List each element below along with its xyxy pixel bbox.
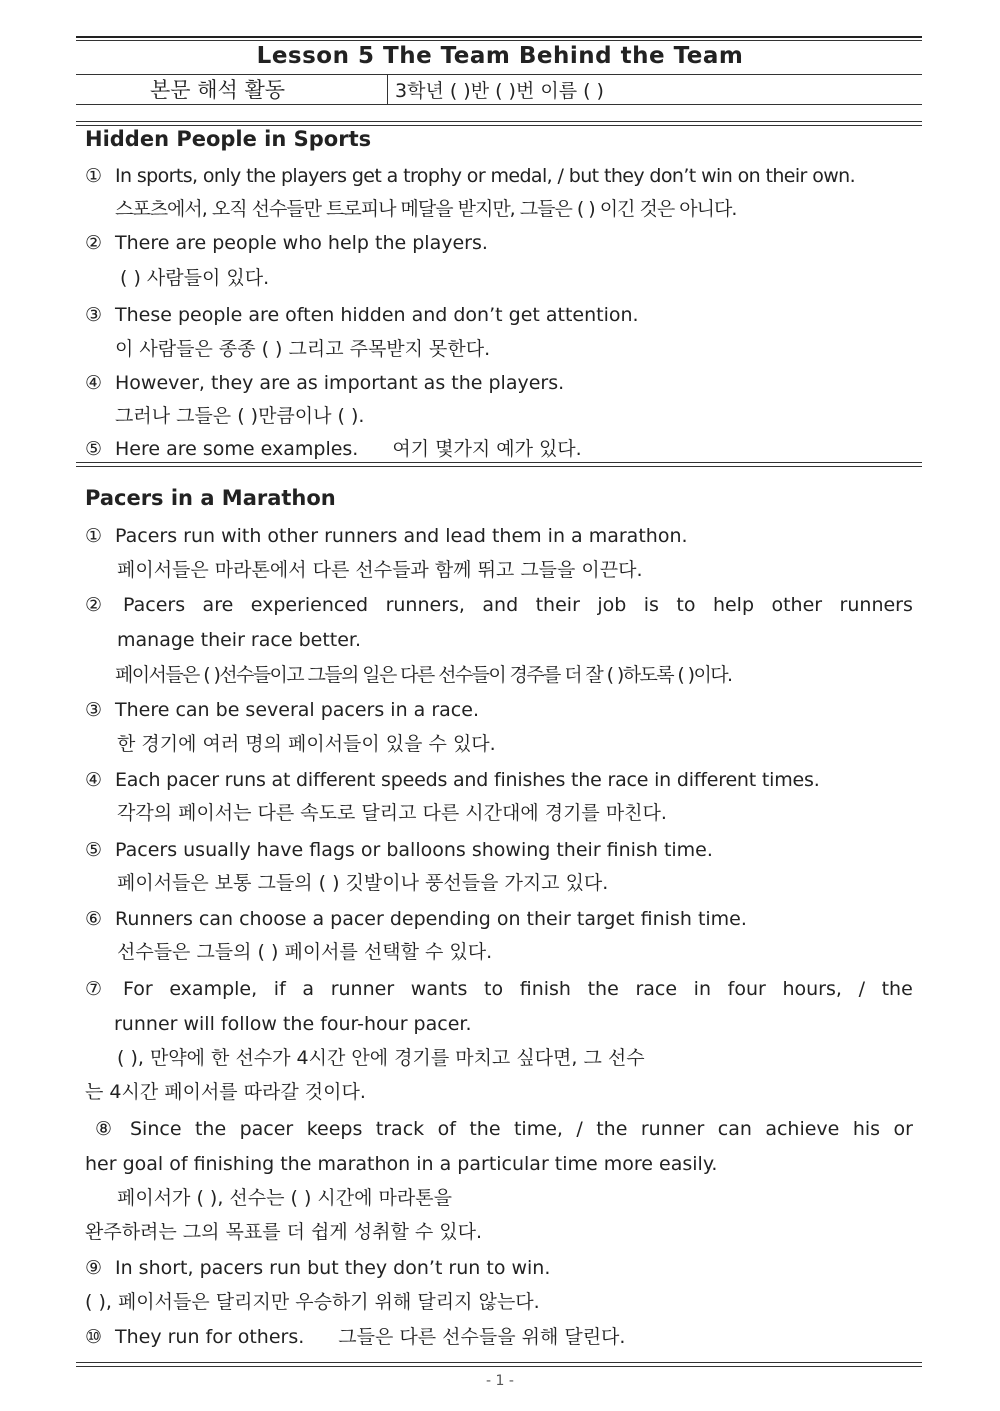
p8-english-word: pacer: [239, 1118, 294, 1140]
p7-english-word: if: [273, 978, 286, 1000]
p2-english-word: are: [202, 594, 234, 616]
s2-sentence: [85, 231, 488, 255]
s2-korean: ( ) 사람들이 있다.: [120, 267, 270, 289]
p2-english-word: their: [535, 594, 580, 616]
section-heading-pacers: Pacers in a Marathon: [85, 486, 336, 510]
p8-english-word: the: [194, 1118, 227, 1140]
p5-sentence: [85, 838, 713, 862]
p7-english-word: hours,: [782, 978, 842, 1000]
p3-number: ③: [85, 699, 103, 721]
s4-korean: 그러나 그들은 ( )만큼이나 ( ).: [115, 405, 365, 427]
section2-top-border-inner: [76, 466, 922, 467]
p8-english-word: time,: [513, 1118, 563, 1140]
p9-english: In short, pacers run but they don’t run to win.: [115, 1257, 551, 1279]
p1-korean: 페이서들은 마라톤에서 다른 선수들과 함께 뛰고 그들을 이끈다.: [117, 559, 643, 581]
p6-sentence: [85, 907, 747, 931]
p2-english-line1: [123, 593, 913, 617]
s3-sentence: [85, 303, 639, 327]
p3-english: There can be several pacers in a race.: [115, 699, 479, 721]
p1-sentence: [85, 524, 688, 548]
p2-number: ②: [85, 594, 103, 616]
p2-english-line2: manage their race better.: [117, 629, 362, 651]
p8-english-word: of: [437, 1118, 456, 1140]
p2-english-word: other: [771, 594, 823, 616]
p2-english-word: job: [597, 594, 627, 616]
p7-english-word: example,: [169, 978, 258, 1000]
s1-english: In sports, only the players get a trophy or medal, / but they don’t win on their own.: [115, 165, 856, 187]
p4-sentence: [85, 768, 820, 792]
p1-number: ①: [85, 525, 103, 547]
p8-english-word: /: [576, 1118, 583, 1140]
s3-english: These people are often hidden and don’t get attention.: [115, 304, 639, 326]
p8-english-word: Since: [130, 1118, 182, 1140]
p4-english: Each pacer runs at different speeds and finishes the race in different times.: [115, 769, 820, 791]
p10-korean: 그들은 다른 선수들을 위해 달린다.: [338, 1326, 626, 1348]
s2-number: ②: [85, 232, 103, 254]
p7-english-word: wants: [410, 978, 468, 1000]
s5-number: ⑤: [85, 438, 103, 460]
p2-english-word: and: [482, 594, 519, 616]
p8-english-word: track: [375, 1118, 425, 1140]
p7-english-line1: [123, 977, 913, 1001]
student-info: 3학년 ( )반 ( )번 이름 ( ): [395, 80, 604, 102]
section-heading-hidden-people: Hidden People in Sports: [85, 127, 372, 151]
p2-english-word: to: [676, 594, 696, 616]
footer-border-inner: [76, 1366, 922, 1367]
p3-korean: 한 경기에 여러 명의 페이서들이 있을 수 있다.: [117, 733, 496, 755]
p4-korean: 각각의 페이서는 다른 속도로 달리고 다른 시간대에 경기를 마친다.: [117, 802, 667, 824]
p7-number-wrap: [85, 977, 102, 1001]
p8-english-line2: her goal of finishing the marathon in a particular time more easily.: [85, 1153, 718, 1175]
p8-english-word: his: [852, 1118, 881, 1140]
p7-english-word: /: [858, 978, 865, 1000]
p9-sentence: [85, 1256, 550, 1280]
p7-english-word: to: [484, 978, 504, 1000]
p8-number-wrap: [95, 1117, 112, 1141]
s4-number: ④: [85, 372, 103, 394]
s3-number: ③: [85, 304, 103, 326]
p6-english: Runners can choose a pacer depending on their target finish time.: [115, 908, 747, 930]
p5-english: Pacers usually have flags or balloons showing their finish time.: [115, 839, 713, 861]
p7-english-word: four: [727, 978, 766, 1000]
p7-korean-line2: 는 4시간 페이서를 따라갈 것이다.: [85, 1081, 366, 1103]
p8-korean-line1: 페이서가 ( ), 선수는 ( ) 시간에 마라톤을: [117, 1187, 452, 1209]
p7-english-line2: runner will follow the four-hour pacer.: [114, 1013, 472, 1035]
p10-english: They run for others.: [115, 1326, 305, 1348]
section2-top-border: [76, 462, 922, 463]
p7-number: ⑦: [85, 978, 103, 1000]
p2-english-word: help: [712, 594, 755, 616]
p7-english-word: For: [123, 978, 153, 1000]
header-bottom-border: [76, 104, 922, 105]
p2-english-word: experienced: [250, 594, 369, 616]
p8-korean-line2: 완주하려는 그의 목표를 더 쉽게 성취할 수 있다.: [85, 1221, 483, 1243]
header-top-border-inner: [76, 40, 922, 41]
p7-korean-line1: ( ), 만약에 한 선수가 4시간 안에 경기를 마치고 싶다면, 그 선수: [117, 1047, 645, 1069]
header-column-divider: [387, 74, 388, 104]
footer-border: [76, 1362, 922, 1363]
p8-english-word: the: [469, 1118, 501, 1140]
section1-top-border: [76, 121, 922, 122]
p10-number: ⑩: [85, 1326, 103, 1348]
p7-english-word: the: [881, 978, 913, 1000]
p8-english-word: runner: [640, 1118, 705, 1140]
p2-english-word: runners: [839, 594, 913, 616]
lesson-title: Lesson 5 The Team Behind the Team: [256, 43, 744, 69]
p6-korean: 선수들은 그들의 ( ) 페이서를 선택할 수 있다.: [117, 941, 493, 963]
p6-number: ⑥: [85, 908, 103, 930]
header-top-border: [76, 36, 922, 38]
p5-korean: 페이서들은 보통 그들의 ( ) 깃발이나 풍선들을 가지고 있다.: [117, 872, 609, 894]
p8-english-word: or: [893, 1118, 913, 1140]
s3-korean: 이 사람들은 종종 ( ) 그리고 주목받지 못한다.: [115, 338, 491, 360]
p8-english-word: can: [717, 1118, 752, 1140]
p7-english-word: in: [693, 978, 711, 1000]
p10-sentence: [85, 1325, 625, 1349]
s2-english: There are people who help the players.: [115, 232, 488, 254]
p2-korean: 페이서들은 ( )선수들이고 그들의 일은 다른 선수들이 경주를 더 잘 ( )하도록 ( )이다.: [115, 664, 732, 686]
p7-english-word: finish: [519, 978, 571, 1000]
p2-english-word: is: [643, 594, 659, 616]
p5-number: ⑤: [85, 839, 103, 861]
s5-english: Here are some examples.: [115, 438, 359, 460]
p9-korean: ( ), 페이서들은 달리지만 우승하기 위해 달리지 않는다.: [85, 1291, 540, 1313]
p8-english-word: achieve: [765, 1118, 840, 1140]
p1-english: Pacers run with other runners and lead them in a marathon.: [115, 525, 688, 547]
p7-english-word: the: [587, 978, 619, 1000]
s4-english: However, they are as important as the players.: [115, 372, 565, 394]
activity-label: 본문 해석 활동: [150, 78, 286, 102]
section1-top-border-inner: [76, 125, 922, 126]
page-number: - 1 -: [486, 1373, 514, 1389]
p8-english-word: the: [596, 1118, 628, 1140]
s1-korean: 스포츠에서, 오직 선수들만 트로피나 메달을 받지만, 그들은 ( ) 이긴 것은 아니다.: [115, 198, 737, 220]
header-row-divider: [76, 74, 922, 75]
p2-number-wrap: [85, 593, 102, 617]
s5-sentence: [85, 437, 582, 461]
p2-english-word: Pacers: [123, 594, 186, 616]
p7-english-word: a: [302, 978, 315, 1000]
p7-english-word: runner: [330, 978, 395, 1000]
p7-english-word: race: [635, 978, 678, 1000]
p8-english-line1: [130, 1117, 913, 1141]
s1-number: ①: [85, 165, 103, 187]
s5-korean: 여기 몇가지 예가 있다.: [392, 438, 582, 460]
p4-number: ④: [85, 769, 103, 791]
s4-sentence: [85, 371, 564, 395]
p2-english-word: runners,: [385, 594, 465, 616]
s1-sentence: [85, 164, 855, 188]
p3-sentence: [85, 698, 479, 722]
p8-english-word: keeps: [306, 1118, 363, 1140]
p8-number: ⑧: [95, 1118, 113, 1140]
p9-number: ⑨: [85, 1257, 103, 1279]
